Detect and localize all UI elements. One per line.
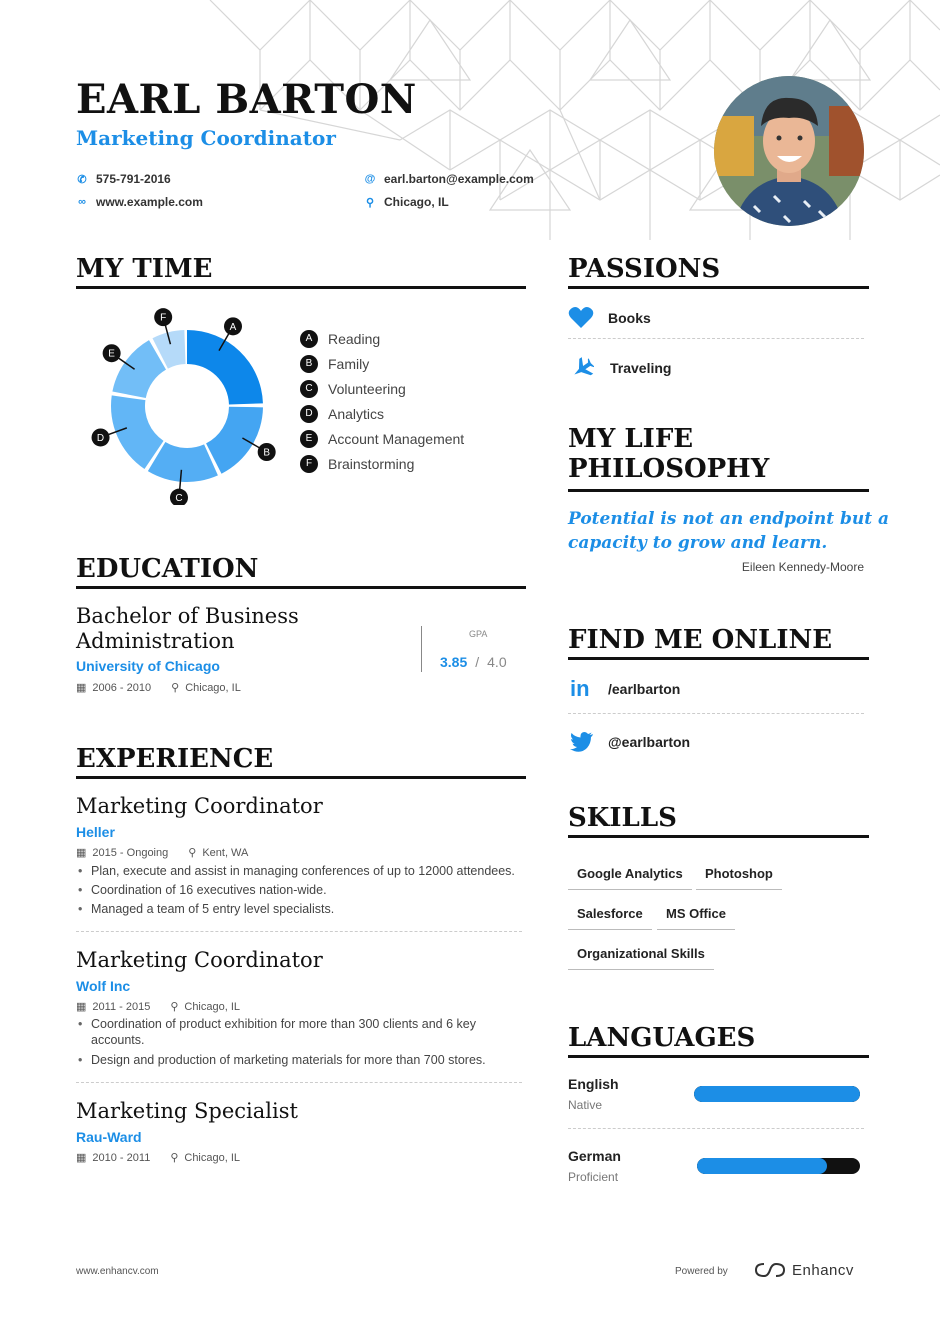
language-bar-fill (694, 1086, 860, 1102)
online-title: FIND ME ONLINE (568, 625, 833, 655)
degree-line-1: Bachelor of Business (76, 604, 299, 628)
donut-label-text: C (175, 493, 183, 505)
job-bullets (76, 1016, 496, 1069)
language-level: Native (568, 1098, 603, 1112)
footer-powered-by: Powered by (675, 1266, 728, 1277)
linkedin-icon: in (570, 676, 590, 701)
education-location: Chicago, IL (185, 681, 241, 694)
skill-tag: Google Analytics (568, 866, 692, 890)
time-donut-chart (90, 305, 280, 505)
language-divider (568, 1128, 864, 1129)
online-item-twitter[interactable] (570, 731, 690, 753)
job-title: Marketing Coordinator (76, 794, 323, 818)
job-dates: 2010 - 2011 (92, 1151, 151, 1164)
philosophy-quote (568, 507, 889, 555)
gpa-divider (421, 626, 422, 672)
job-bullet: • Coordination of product exhibition for more than 300 clients and 6 key accounts. (76, 1016, 496, 1048)
donut-label-text: B (263, 447, 271, 459)
calendar-icon: ▦ (76, 682, 87, 694)
gpa-max: 4.0 (487, 654, 507, 670)
online-rule (568, 657, 869, 660)
language-name: German (568, 1148, 621, 1164)
skill-tag: MS Office (657, 906, 735, 930)
job-bullet: • Design and production of marketing materials for more than 700 stores. (76, 1051, 496, 1069)
donut-label-text: D (96, 432, 105, 444)
legend-item-brainstorming (300, 451, 464, 476)
calendar-icon: ▦ (76, 847, 87, 859)
my-time-title: MY TIME (76, 254, 213, 284)
philosophy-title-line-1: MY LIFE (568, 424, 694, 454)
job-bullet: • Coordination of 16 executives nation-wide. (76, 881, 526, 899)
online-divider (568, 713, 864, 714)
legend-label: Account Management (328, 430, 465, 447)
education-title: EDUCATION (76, 554, 259, 584)
email-text: earl.barton@example.com (384, 172, 534, 186)
passion-label: Traveling (610, 360, 672, 376)
education-meta (76, 681, 241, 694)
passions-rule (568, 286, 869, 289)
skill-tag: Photoshop (696, 866, 782, 890)
job-meta (76, 1000, 240, 1013)
location-contact (364, 195, 449, 209)
my-time-rule (76, 286, 526, 289)
online-label: /earlbarton (608, 681, 681, 697)
legend-marker: A (300, 330, 318, 348)
location-pin-icon: ⚲ (188, 847, 197, 859)
job-bullet: • Managed a team of 5 entry level specialists. (76, 900, 526, 918)
legend-item-analytics (300, 401, 464, 426)
legend-label: Analytics (328, 405, 385, 422)
candidate-name: EARL BARTON (76, 76, 417, 123)
location-pin-icon: ⚲ (171, 682, 180, 694)
philosophy-rule (568, 489, 869, 492)
donut-segment-b (206, 407, 263, 474)
job-company: Heller (76, 824, 115, 840)
at-icon: @ (364, 173, 376, 185)
quote-author: Eileen Kennedy-Moore (741, 560, 864, 574)
experience-title: EXPERIENCE (76, 744, 274, 774)
quote-line-2: capacity to grow and learn. (568, 533, 828, 553)
donut-label-text: E (108, 348, 115, 360)
language-name: English (568, 1076, 619, 1092)
job-location: Chicago, IL (184, 1151, 241, 1164)
job-dates: 2015 - Ongoing (92, 846, 169, 859)
legend-item-family (300, 351, 464, 376)
legend-marker: E (300, 430, 318, 448)
enhancv-logo-text: Enhancv (792, 1261, 854, 1279)
heart-icon (568, 306, 594, 330)
quote-line-1: Potential is not an endpoint but a (568, 509, 890, 529)
skills-rule (568, 835, 869, 838)
donut-label-text: A (229, 321, 237, 333)
language-level: Proficient (568, 1170, 619, 1184)
language-bar-english (694, 1086, 860, 1102)
donut-segment-d (111, 395, 164, 469)
enhancv-logo[interactable] (754, 1261, 854, 1279)
school-name: University of Chicago (76, 658, 220, 674)
legend-item-account-management (300, 426, 464, 451)
location-pin-icon: ⚲ (170, 1152, 179, 1164)
job-bullet: • Plan, execute and assist in managing conferences of up to 12000 attendees. (76, 862, 526, 880)
gpa-separator: / (475, 654, 480, 670)
skill-tag: Organizational Skills (568, 946, 714, 970)
online-label: @earlbarton (608, 734, 691, 750)
job-dates: 2011 - 2015 (92, 1000, 151, 1013)
skill-tag: Salesforce (568, 906, 652, 930)
gpa-label: GPA (469, 629, 488, 639)
gpa-value (440, 654, 507, 670)
job-title: Marketing Specialist (76, 1099, 298, 1123)
philosophy-title (568, 424, 769, 484)
legend-marker: B (300, 355, 318, 373)
legend-label: Volunteering (328, 380, 406, 397)
location-text: Chicago, IL (384, 195, 449, 209)
passion-divider (568, 338, 864, 339)
passion-item-books (568, 306, 651, 330)
phone-icon: ✆ (77, 173, 87, 186)
legend-label: Brainstorming (328, 455, 415, 472)
enhancv-logo-icon (754, 1261, 786, 1279)
job-company: Rau-Ward (76, 1129, 142, 1145)
job-divider (76, 931, 522, 932)
phone-contact[interactable] (76, 172, 171, 186)
plane-icon (570, 356, 594, 380)
passion-label: Books (608, 310, 651, 326)
email-contact[interactable] (364, 172, 534, 186)
website-text: www.example.com (96, 195, 203, 209)
philosophy-title-line-2: PHILOSOPHY (568, 454, 770, 484)
education-dates: 2006 - 2010 (92, 681, 152, 694)
twitter-icon (570, 731, 594, 753)
languages-title: LANGUAGES (568, 1023, 756, 1053)
skills-title: SKILLS (568, 803, 677, 833)
online-item-linkedin[interactable] (570, 676, 680, 702)
experience-rule (76, 776, 526, 779)
legend-marker: D (300, 405, 318, 423)
footer-url[interactable]: www.enhancv.com (76, 1266, 159, 1277)
donut-label-text: F (160, 312, 167, 324)
job-meta (76, 846, 248, 859)
job-bullets (76, 862, 526, 918)
legend-marker: C (300, 380, 318, 398)
job-divider (76, 1082, 522, 1083)
legend-item-reading (300, 326, 464, 351)
time-legend (300, 326, 464, 476)
calendar-icon: ▦ (76, 1001, 87, 1013)
job-company: Wolf Inc (76, 978, 131, 994)
calendar-icon: ▦ (76, 1152, 87, 1164)
link-icon: ∞ (78, 196, 86, 208)
job-location: Kent, WA (202, 846, 249, 859)
degree-title (76, 604, 299, 654)
location-pin-icon: ⚲ (170, 1001, 179, 1013)
gpa-score: 3.85 (440, 654, 468, 670)
degree-line-2: Administration (76, 629, 235, 653)
legend-item-volunteering (300, 376, 464, 401)
job-title: Marketing Coordinator (76, 948, 323, 972)
language-bar-fill (697, 1158, 827, 1174)
legend-marker: F (300, 455, 318, 473)
candidate-role: Marketing Coordinator (76, 126, 336, 150)
languages-rule (568, 1055, 869, 1058)
legend-label: Reading (328, 330, 381, 347)
job-meta (76, 1151, 240, 1164)
legend-label: Family (328, 355, 370, 372)
passions-title: PASSIONS (568, 254, 721, 284)
education-rule (76, 586, 526, 589)
passion-item-traveling (570, 356, 671, 380)
location-pin-icon: ⚲ (365, 196, 375, 209)
phone-text: 575-791-2016 (96, 172, 171, 186)
language-bar-german (697, 1158, 860, 1174)
website-contact[interactable] (76, 195, 203, 209)
job-location: Chicago, IL (184, 1000, 241, 1013)
profile-photo (714, 76, 864, 226)
